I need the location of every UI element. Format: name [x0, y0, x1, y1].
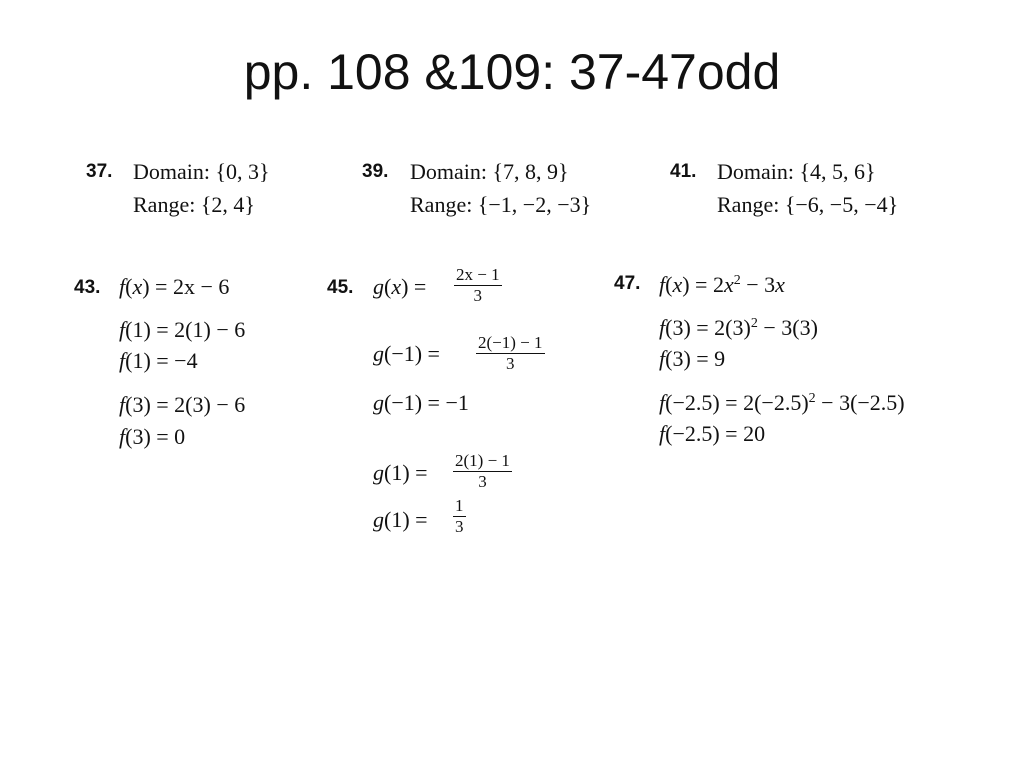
problem-number-43: 43. [74, 277, 101, 298]
equation-45-step2: g(−1) = −1 [373, 390, 469, 415]
equation-43-step2: f(1) = −4 [119, 348, 198, 373]
equation-47-definition: $f(x) = 2x^2 - 3x$ [659, 272, 785, 297]
range-39: Range: {−1, −2, −3} [410, 192, 592, 217]
domain-39: Domain: {7, 8, 9} [410, 159, 569, 184]
problem-number-41: 41. [670, 161, 697, 182]
range-37: Range: {2, 4} [133, 192, 255, 217]
fraction-45-definition: $\frac{2x - 1}{3}$ [456, 265, 500, 305]
equation-47-step4: f(−2.5) = 20 [659, 421, 766, 446]
problem-number-47: 47. [614, 273, 641, 294]
fraction-45-step3: $\frac{2(1) - 1}{3}$ [455, 451, 510, 491]
equation-45-step4-lhs: g(1) = [373, 507, 428, 532]
equation-43-definition: f(x) = 2x − 6 [119, 274, 230, 299]
problem-number-39: 39. [362, 161, 389, 182]
domain-41: Domain: {4, 5, 6} [717, 159, 876, 184]
equation-47-step1: $f(3) = 2(3)^2 - 3(3)$ [659, 315, 818, 340]
domain-37: Domain: {0, 3} [133, 159, 270, 184]
problem-number-45: 45. [327, 277, 354, 298]
equation-43-step3: f(3) = 2(3) − 6 [119, 392, 246, 417]
page-title: pp. 108 &109: 37-47odd [243, 44, 781, 100]
equation-45-step1-lhs: g(−1) = [373, 341, 440, 366]
equation-47-step2: f(3) = 9 [659, 346, 726, 371]
equation-45-step3-lhs: g(1) = [373, 460, 428, 485]
fraction-45-step4: $\frac{1}{3}$ [455, 496, 464, 536]
equation-43-step1: f(1) = 2(1) − 6 [119, 317, 246, 342]
equation-45-definition-lhs: g(x) = [373, 274, 427, 299]
equation-43-step4: f(3) = 0 [119, 424, 186, 449]
equation-47-step3: $f(-2.5) = 2(-2.5)^2 - 3(-2.5)$ [659, 390, 905, 415]
problem-number-37: 37. [86, 161, 113, 182]
range-41: Range: {−6, −5, −4} [717, 192, 899, 217]
fraction-45-step1: $\frac{2(-1) - 1}{3}$ [478, 333, 543, 373]
